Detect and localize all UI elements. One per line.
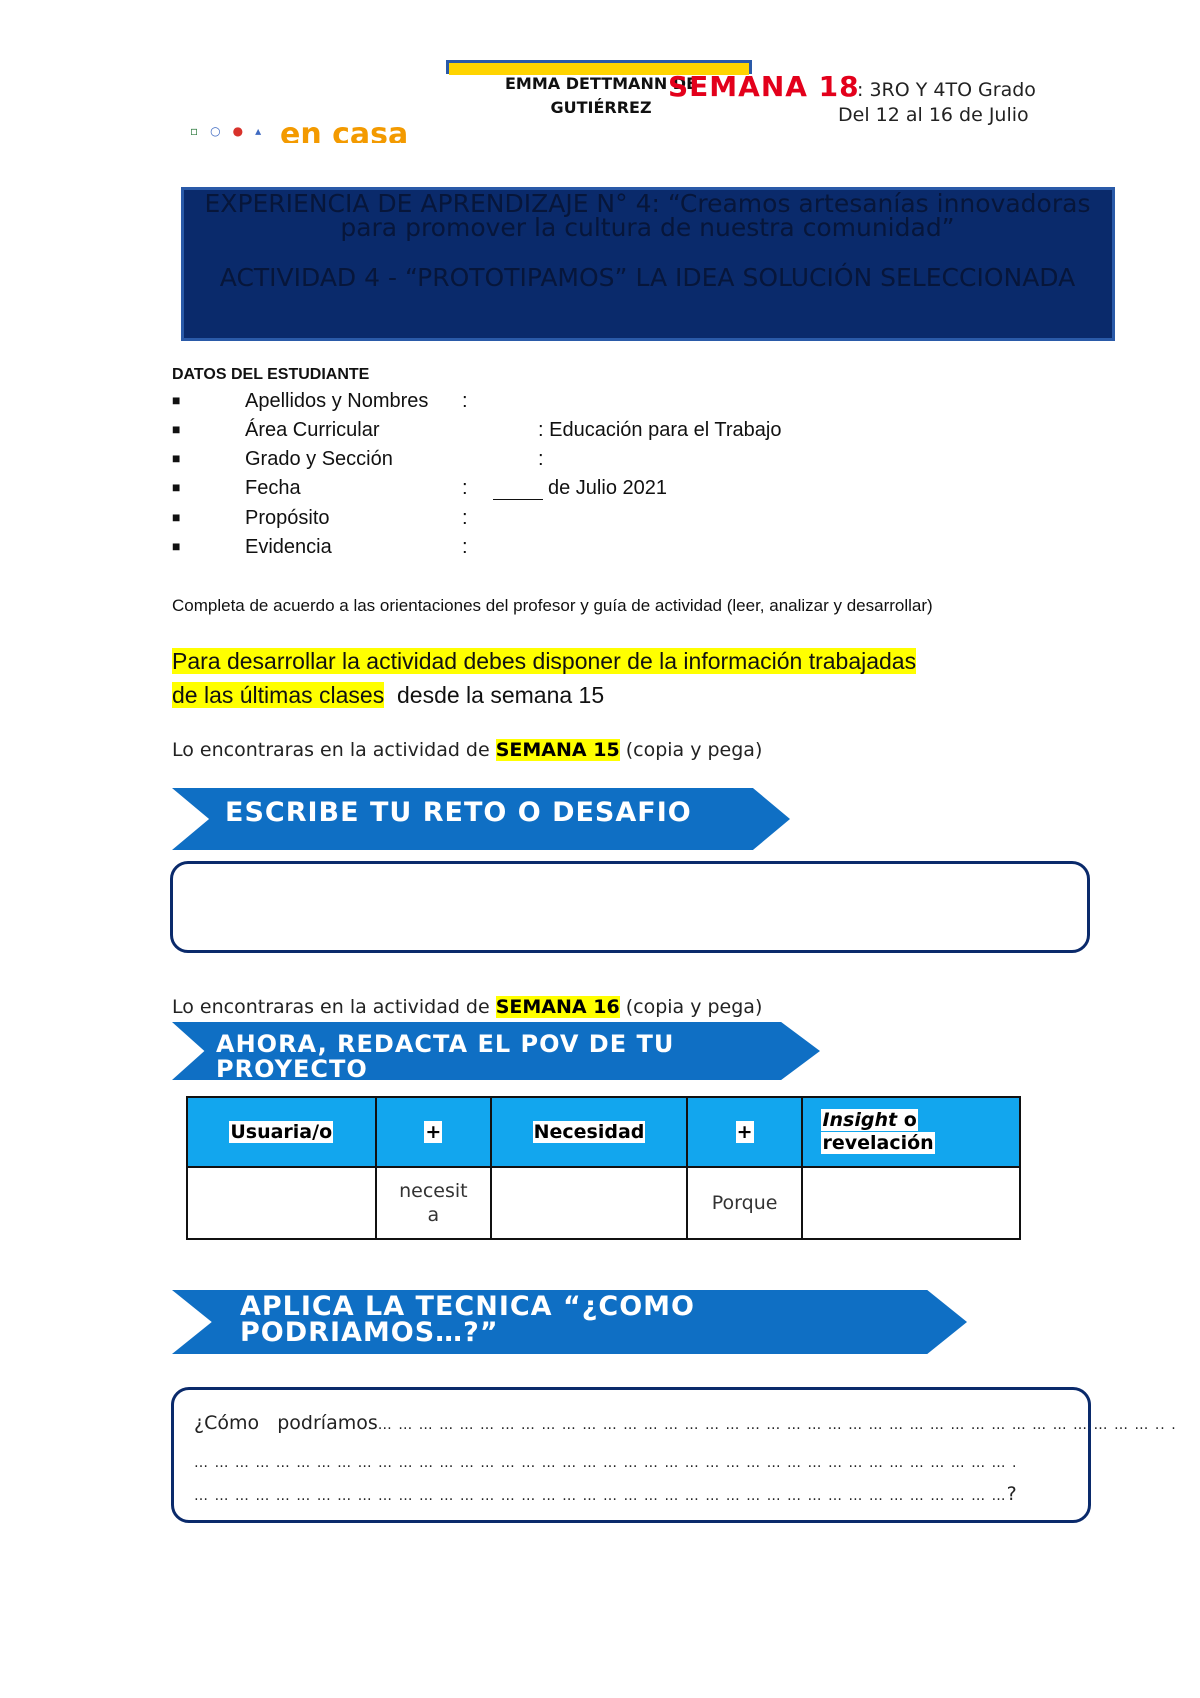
header-insight: Insight o revelación [802,1097,1020,1167]
table-row [187,1167,1020,1239]
date-blank-line [493,499,543,500]
student-data-heading: DATOS DEL ESTUDIANTE [172,366,370,383]
brand-logo-text: en casa [280,117,409,143]
bullet-icon: ■ [172,421,181,437]
field-colon: : [462,390,468,412]
hmw-banner-label: APLICA LA TECNICA “¿COMO PODRIAMOS…?” [240,1291,695,1348]
cell-because-connector: Porque [687,1167,803,1239]
field-label: Propósito [245,507,330,529]
field-label: Fecha [245,477,301,499]
field-label: Área Curricular [245,419,380,441]
pov-table-header [187,1097,1020,1167]
challenge-banner-label: ESCRIBE TU RETO O DESAFIO [225,797,692,828]
header-need: Necesidad [491,1097,687,1167]
brand-dots-icon: ▫○●▴ [190,124,274,138]
cell-insight[interactable] [802,1167,1020,1239]
cell-user[interactable] [187,1167,376,1239]
activity-title: ACTIVIDAD 4 - “PROTOTIPAMOS” LA IDEA SOLUCIÓN SELECCIONADA [219,263,1076,292]
field-colon: : [538,448,544,470]
highlight-note-line2: de las últimas clases desde la semana 15 [172,682,605,708]
bullet-icon: ■ [172,509,181,525]
grade-label: : 3RO Y 4TO Grado [857,79,1036,101]
cell-needs-connector: necesit a [376,1167,492,1239]
hmw-line-2: … … … … … … … … … … … … … … … … … … … … … … … … … … … … … … … … … … … … … … … … . [194,1455,1018,1471]
bullet-icon: ■ [172,450,181,466]
hmw-line-1: ¿Cómo podríamos… … … … … … … … … … … … … … … … … … … … … … … … … … … … … … … … … … … … … … .. . [194,1412,1177,1434]
author-name: EMMA DETTMANN DE GUTIÉRREZ [505,74,697,117]
field-purpose [172,507,932,535]
field-colon: : [462,507,468,529]
bullet-icon: ■ [172,479,181,495]
bullet-icon: ■ [172,392,181,408]
bullet-icon: ■ [172,538,181,554]
highlight-note-line1: Para desarrollar la actividad debes disponer de la información trabajadas [172,648,917,674]
date-range: Del 12 al 16 de Julio [838,104,1029,126]
source-note-week16: Lo encontraras en la actividad de SEMANA 16 (copia y pega) [172,996,763,1018]
field-colon: : [462,536,468,558]
header-plus: + [687,1097,803,1167]
field-evidence [172,536,932,564]
field-date [172,477,932,505]
field-label: Apellidos y Nombres [245,390,429,412]
field-value: : Educación para el Trabajo [538,419,782,441]
field-value: de Julio 2021 [548,477,667,499]
hmw-line-3: … … … … … … … … … … … … … … … … … … … … … … … … … … … … … … … … … … … … … … … …? [194,1483,1017,1505]
field-label: Grado y Sección [245,448,393,470]
field-grade-section [172,448,932,476]
instructions-text: Completa de acuerdo a las orientaciones del profesor y guía de actividad (leer, analizar y desarrollar) [172,596,933,615]
pov-table [186,1096,1021,1240]
field-names [172,390,932,418]
experience-title: EXPERIENCIA DE APRENDIZAJE N° 4: “Creamos artesanías innovadoras para promover la cultura de nuestra comunidad” [204,189,1091,242]
pov-banner-label: AHORA, REDACTA EL POV DE TU PROYECTO [216,1030,675,1083]
field-colon: : [462,477,468,499]
challenge-answer-box[interactable] [170,861,1090,953]
source-note-week15: Lo encontraras en la actividad de SEMANA 15 (copia y pega) [172,739,763,761]
header-user: Usuaria/o [187,1097,376,1167]
header-plus: + [376,1097,492,1167]
week-badge: SEMANA 18 [668,70,860,103]
cell-need[interactable] [491,1167,687,1239]
field-area [172,419,932,447]
field-label: Evidencia [245,536,332,558]
